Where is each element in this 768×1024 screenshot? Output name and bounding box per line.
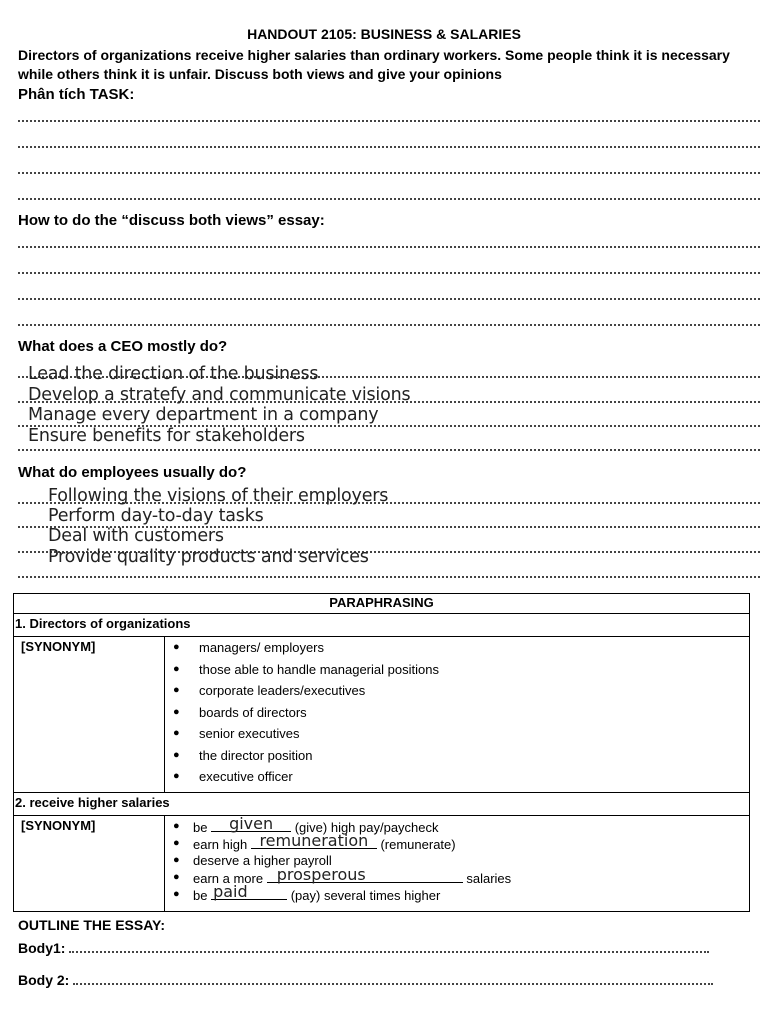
employee-answer: Following the visions of their employers [48, 486, 389, 506]
synonym-list [165, 813, 749, 911]
answer-line[interactable] [18, 198, 760, 202]
paraphrasing-title: PARAPHRASING [14, 594, 750, 614]
fill-blank[interactable] [211, 813, 291, 833]
answer-line[interactable] [18, 146, 760, 150]
body2-answer-line[interactable] [73, 975, 713, 985]
list-item: ● those able to handle managerial positions [171, 661, 749, 683]
phrase-post: salaries [466, 870, 512, 886]
list-item [171, 881, 749, 903]
synonym-list [165, 637, 749, 792]
section1-heading: 1. Directors of organizations [14, 614, 750, 637]
ceo-answer: Manage every department in a company [28, 405, 379, 425]
phrase-post: (pay) several times higher [290, 887, 441, 903]
answer-line[interactable] [18, 576, 760, 580]
employees-heading: What do employees usually do? [18, 464, 247, 481]
phrase-post: (give) high pay/paycheck [294, 819, 439, 835]
list-item [171, 864, 749, 886]
ceo-answer: Lead the direction of the business [28, 364, 319, 384]
fill-blank[interactable] [251, 830, 377, 850]
list-item: ● boards of directors [171, 704, 749, 726]
fill-answer: paid [213, 881, 248, 901]
employee-answer: Deal with customers [48, 526, 224, 546]
essay-prompt: Directors of organizations receive higher salaries than ordinary workers. Some people think it is necessary while others think it is unfair. Discuss both views and give your opinions [18, 47, 730, 82]
employee-answer: Perform day-to-day tasks [48, 506, 264, 526]
fill-answer: prosperous [276, 864, 366, 884]
answer-line[interactable] [18, 298, 760, 302]
body1-row [18, 940, 709, 956]
ceo-heading: What does a CEO mostly do? [18, 338, 228, 355]
fill-answer: remuneration [259, 830, 369, 850]
answer-line[interactable] [18, 246, 760, 250]
answer-line[interactable] [18, 324, 760, 328]
body2-label: Body 2: [18, 972, 70, 988]
list-item [171, 852, 749, 869]
phrase-pre: be [193, 887, 208, 903]
fill-blank[interactable] [211, 881, 287, 901]
handout-title: HANDOUT 2105: BUSINESS & SALARIES [247, 26, 521, 42]
phrase-post: (remunerate) [380, 836, 456, 852]
list-item: ● the director position [171, 747, 749, 769]
list-item: ● managers/ employers [171, 639, 749, 661]
phrase-pre: earn high [193, 836, 248, 852]
synonym-label: [SYNONYM] [14, 815, 165, 911]
fill-answer: given [229, 813, 274, 833]
section2-heading: 2. receive higher salaries [14, 792, 750, 815]
list-item: ● corporate leaders/executives [171, 682, 749, 704]
paraphrasing-table [13, 593, 750, 912]
phrase-pre: deserve a higher payroll [193, 852, 332, 868]
employee-answer: Provide quality products and services [48, 547, 369, 567]
list-item: ● senior executives [171, 725, 749, 747]
list-item: ● executive officer [171, 768, 749, 790]
body1-answer-line[interactable] [69, 943, 709, 953]
fill-blank[interactable] [267, 864, 463, 884]
task-heading: Phân tích TASK: [18, 86, 135, 103]
body2-row [18, 972, 713, 988]
answer-line[interactable] [18, 120, 760, 124]
body1-label: Body1: [18, 940, 66, 956]
how-to-heading: How to do the “discuss both views” essay: [18, 212, 325, 229]
synonym-label: [SYNONYM] [14, 637, 165, 793]
outline-heading: OUTLINE THE ESSAY: [18, 917, 166, 933]
answer-line[interactable] [18, 449, 760, 453]
phrase-pre: be [193, 819, 208, 835]
ceo-answer: Ensure benefits for stakeholders [28, 426, 305, 446]
ceo-answer: Develop a stratefy and communicate visions [28, 385, 411, 405]
list-item [171, 830, 749, 852]
answer-line[interactable] [18, 272, 760, 276]
answer-line[interactable] [18, 172, 760, 176]
phrase-pre: earn a more [193, 870, 264, 886]
